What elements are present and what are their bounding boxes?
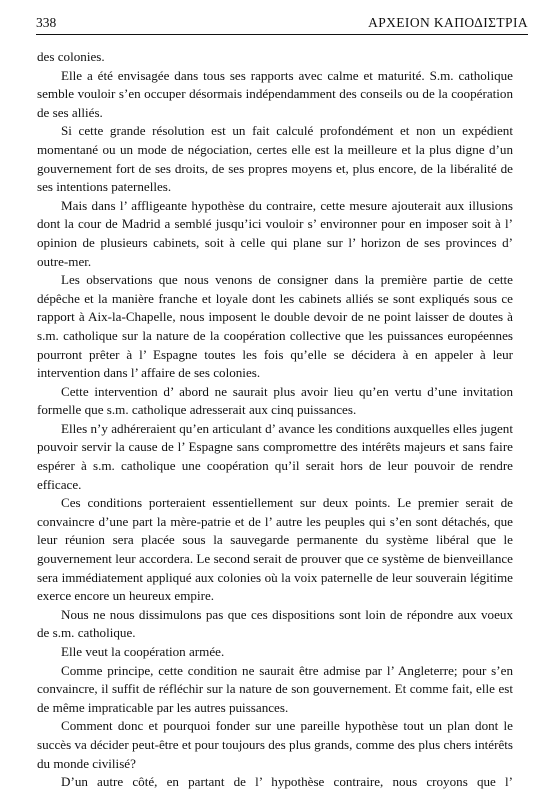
paragraph: Elle veut la coopération armée. (61, 644, 225, 659)
paragraph: Nous ne nous dissimulons pas que ces dispositions sont loin de répondre aux voeux de s.m. catholique. (37, 606, 513, 641)
running-header (36, 12, 528, 35)
paragraph: D’un autre côté, en partant de l’ hypothèse contraire, nous croyons que l’ (61, 774, 513, 790)
paragraph: Mais dans l’ affligeante hypothèse du contraire, cette mesure ajouterait aux illusions dont la cour de Madrid a semblé jusqu’ici vouloir s’ environner pour en imposer soit à l’ opinion de plusieurs cabinets, soit à celle qui plane sur l’ horizon de ses provinces d’ outre-mer. (37, 197, 513, 269)
running-title: ΑΡΧΕΙΟΝ ΚΑΠΟΔΙΣΤΡΙΑ (368, 15, 528, 30)
paragraph: Les observations que nous venons de consigner dans la première partie de cette dépêche et la manière franche et loyale dont les cabinets alliés se sont expliqués sous ce rapport à Aix-la-Chapelle, nous imposent le double devoir de ne point laisser de doutes à s.m. catholique sur la nature de la coopération collective que les puissances européennes pourront prêter à l’ Espagne toutes les fois qu’elle se décidera à en appeler à leur intervention dans l’ affaire de ses colonies. (37, 272, 513, 381)
paragraph: des colonies. (37, 49, 105, 64)
text-body (37, 48, 513, 792)
page-number: 338 (36, 15, 57, 30)
paragraph: Ces conditions porteraient essentiellement sur deux points. Le premier serait de convaincre d’une part la mère-patrie et de l’ autre les peuples qui s’en sont détachés, que leur réunion sera placée sous la sauvegarde permanente du système libéral que le gouvernement leur accordera. Le second serait de prouver que ce système de bienveillance sera immédiatement appliqué aux colonies où la voix paternelle de leur souverain légitime exerce encore un heureux empire. (37, 495, 513, 604)
paragraph: Comme principe, cette condition ne saurait être admise par l’ Angleterre; pour s’en convaincre, il suffit de réfléchir sur la nature de son gouvernement. Et comme fait, elle est de même impraticable par les autres puissances. (37, 662, 513, 715)
paragraph: Cette intervention d’ abord ne saurait plus avoir lieu qu’en vertu d’une invitation formelle que s.m. catholique adresserait aux cinq puissances. (37, 383, 513, 418)
paragraph: Si cette grande résolution est un fait calculé profondément et non un expédient momentané ou un mode de négociation, certes elle est la meilleure et la plus digne d’un gouvernement fort de ses droits, de ses propres moyens et, plus encore, de la libéralité de ses intentions paternelles. (37, 123, 513, 195)
paragraph: Elles n’y adhéreraient qu’en articulant d’ avance les conditions auxquelles elles jugent pouvoir servir la cause de l’ Espagne sans compromettre des intérêts majeurs et sans faire espérer à s.m. catholique une coopération qu’il serait hors de leur pouvoir de rendre efficace. (37, 420, 513, 492)
paragraph: Elle a été envisagée dans tous ses rapports avec calme et maturité. S.m. catholique semble vouloir s’en occuper désormais indépendamment des conseils ou de la coopération de ses alliés. (37, 67, 513, 120)
paragraph: Comment donc et pourquoi fonder sur une pareille hypothèse tout un plan dont le succès va décider peut-être et pour toujours des plus grands, comme des plus chers intérêts du monde civilisé? (37, 718, 513, 771)
